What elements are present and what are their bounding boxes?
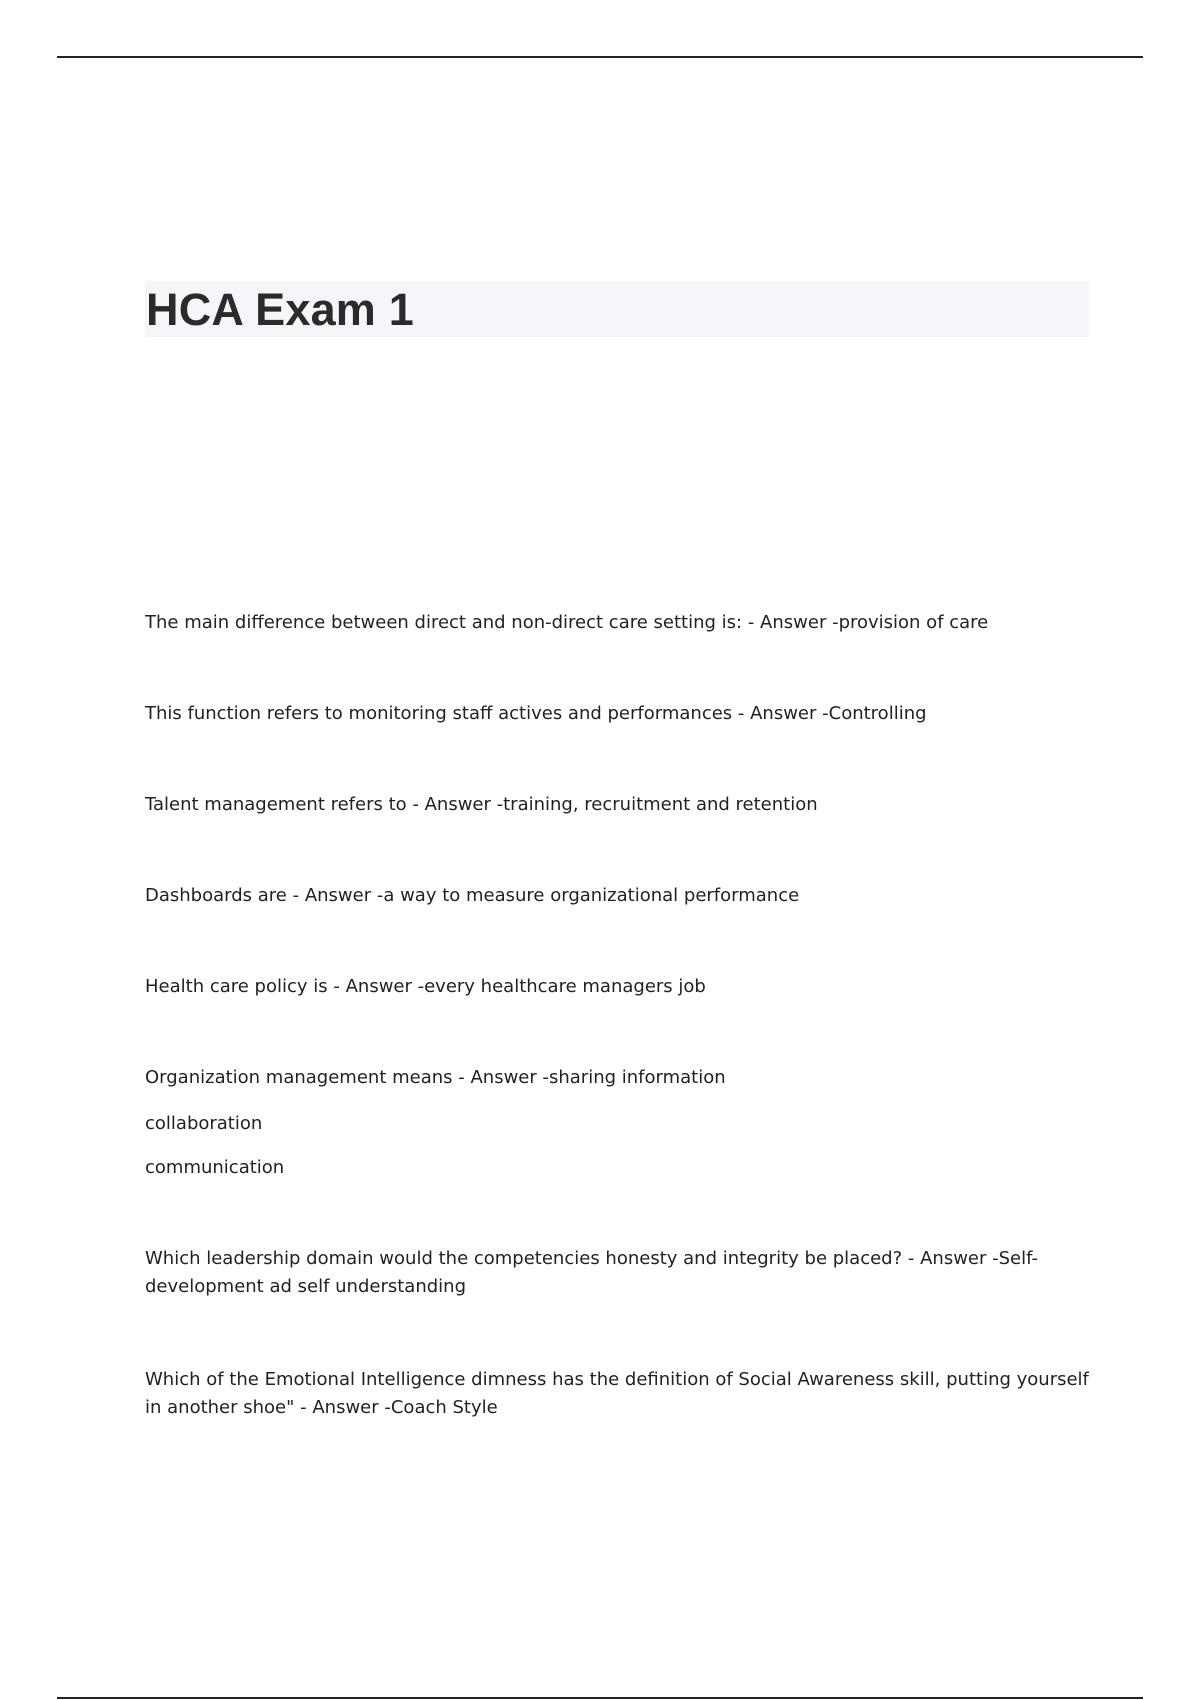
question-text: Which of the Emotional Intelligence dimness has the definition of Social Awareness skill, putting yourself in another shoe" - Answer - xyxy=(145,1369,1089,1418)
answer-continuation-line: collaboration xyxy=(145,1113,263,1134)
answer-text: a way to measure organizational performance xyxy=(383,885,800,906)
qa-item xyxy=(145,791,1090,819)
qa-item xyxy=(145,1064,1090,1092)
page-title: HCA Exam 1 xyxy=(146,284,414,335)
question-text: Organization management means - Answer - xyxy=(145,1067,549,1088)
answer-text: provision of care xyxy=(838,612,989,633)
answer-text: every healthcare managers job xyxy=(424,976,706,997)
question-text: Dashboards are - Answer - xyxy=(145,885,383,906)
footer-rule xyxy=(57,1697,1143,1699)
question-text: Health care policy is - Answer - xyxy=(145,976,424,997)
answer-text: sharing information xyxy=(548,1067,726,1088)
qa-item xyxy=(145,700,1090,728)
question-text: This function refers to monitoring staff actives and performances - Answer - xyxy=(145,703,829,724)
question-text: Which leadership domain would the competencies honesty and integrity be placed? - Answer - xyxy=(145,1248,999,1269)
answer-text: Coach Style xyxy=(390,1397,498,1418)
qa-item xyxy=(145,1366,1090,1422)
qa-item xyxy=(145,973,1090,1001)
question-text: The main difference between direct and non-direct care setting is: - Answer - xyxy=(145,612,839,633)
question-text: Talent management refers to - Answer - xyxy=(145,794,503,815)
header-rule xyxy=(57,56,1143,58)
answer-text: Self-development ad self understanding xyxy=(145,1248,1038,1297)
qa-item xyxy=(145,882,1090,910)
answer-text: training, recruitment and retention xyxy=(503,794,818,815)
answer-continuation-line: communication xyxy=(145,1157,285,1178)
qa-item xyxy=(145,1245,1090,1301)
answer-text: Controlling xyxy=(828,703,927,724)
qa-item xyxy=(145,609,1090,637)
